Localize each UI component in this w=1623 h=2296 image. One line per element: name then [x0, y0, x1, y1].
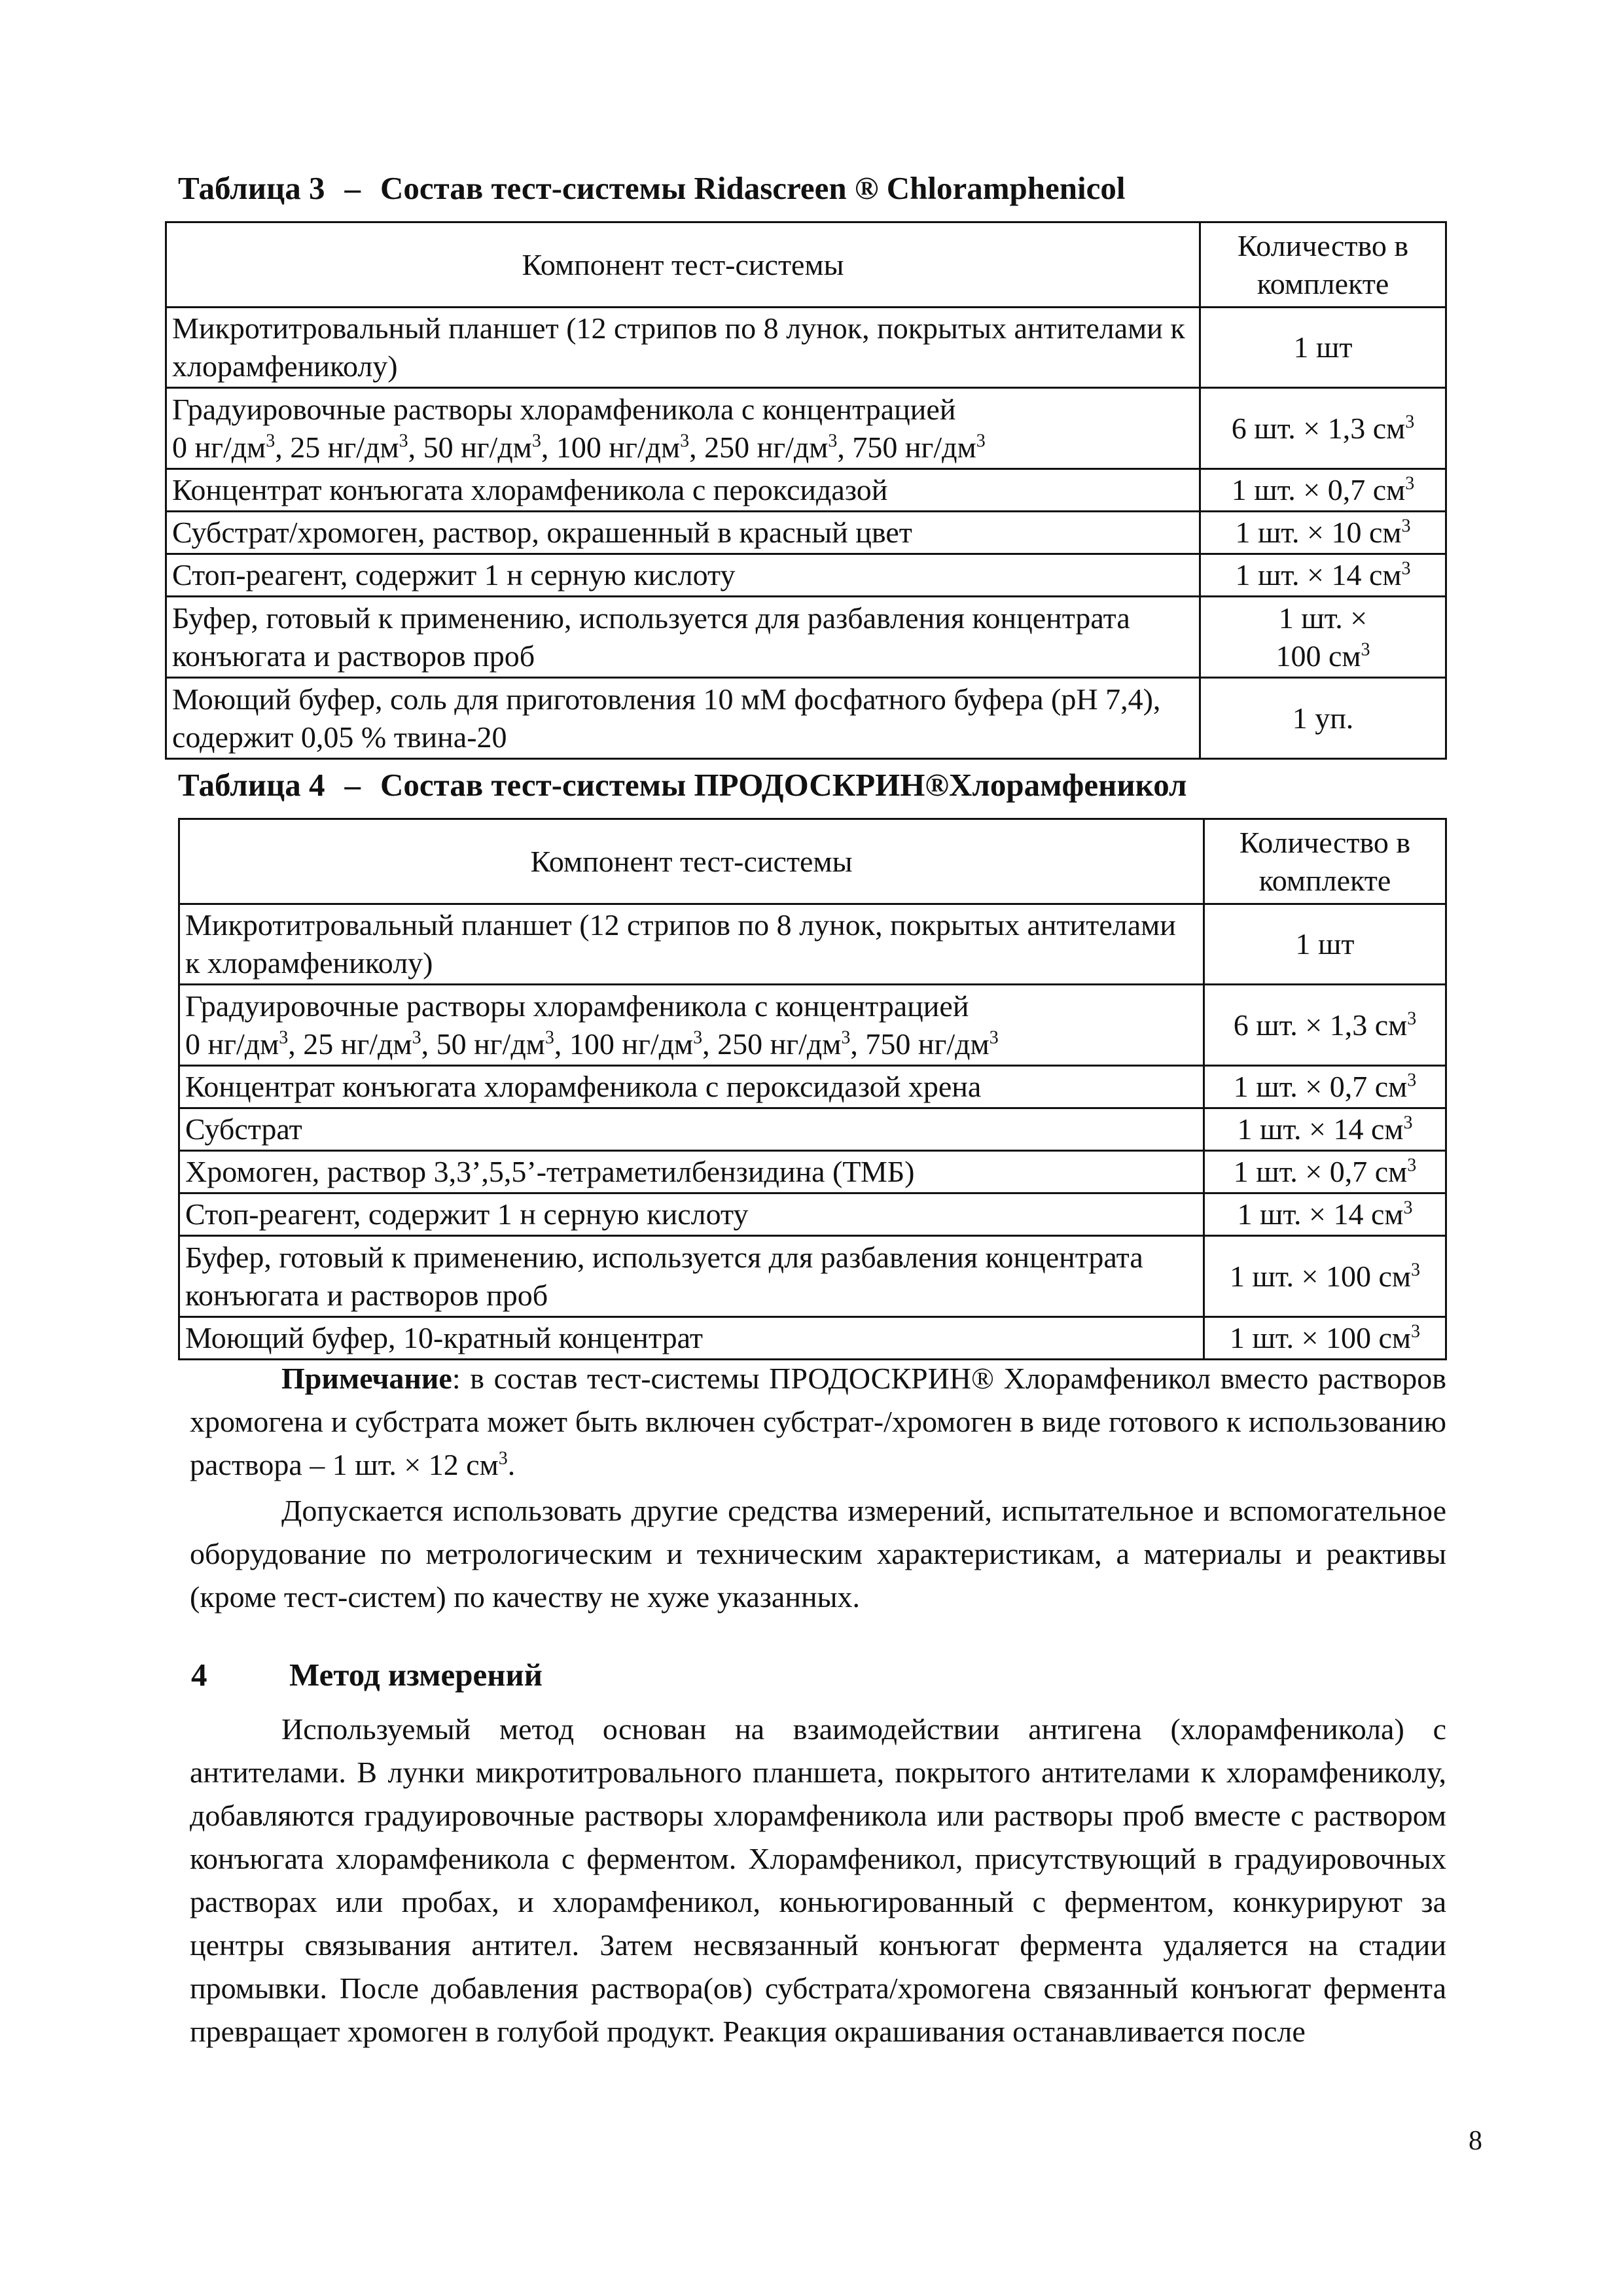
table3-caption-label: Таблица 3 [178, 170, 325, 206]
sup: 3 [1405, 473, 1415, 494]
table3-row5-quantity [1200, 554, 1446, 597]
table-row [166, 554, 1446, 597]
table4 [178, 818, 1447, 1360]
table3-header-quantity: Количество в комплекте [1200, 222, 1446, 308]
qty-text-b: 100 см [1275, 639, 1361, 673]
table4-row8-component: Моющий буфер, 10-кратный концентрат [179, 1317, 1204, 1360]
note-end: . [507, 1448, 516, 1481]
table4-row7-component: Буфер, готовый к применению, используется для разбавления концентрата конъюгата и растворов проб [179, 1236, 1204, 1317]
table4-row5-component: Хромоген, раствор 3,3’,5,5’-тетраметилбензидина (ТМБ) [179, 1151, 1204, 1193]
table3-row7-quantity: 1 уп. [1200, 678, 1446, 759]
qty-text: 1 шт. × 10 см [1235, 516, 1402, 549]
sup: 3 [841, 1027, 851, 1048]
table4-row3-quantity [1204, 1066, 1446, 1108]
qty-text: 1 шт. × 14 см [1237, 1197, 1404, 1231]
table-row [179, 1193, 1446, 1236]
sup: 3 [976, 431, 986, 451]
conc-750: 750 нг/дм [852, 430, 976, 464]
conc-100: 100 нг/дм [569, 1027, 694, 1061]
table3-row5-component: Стоп-реагент, содержит 1 н серную кислоту [166, 554, 1200, 597]
table4-caption [178, 766, 1187, 805]
sup: 3 [1407, 1008, 1417, 1029]
table4-row1-component: Микротитровальный планшет (12 стрипов по 8 лунок, покрытых антителами к хлорамфениколу) [179, 904, 1204, 985]
table-row [166, 388, 1446, 469]
qty-text: 1 шт. × 0,7 см [1233, 1155, 1408, 1188]
sup: 3 [828, 431, 838, 451]
table4-row7-quantity [1204, 1236, 1446, 1317]
sup: 3 [1401, 516, 1411, 537]
table3-caption [178, 169, 1126, 208]
table-row [166, 469, 1446, 512]
table4-row4-component: Субстрат [179, 1108, 1204, 1151]
table3-row3-quantity [1200, 469, 1446, 512]
table-row [179, 1236, 1446, 1317]
section-heading [191, 1655, 543, 1695]
conc-750: 750 нг/дм [865, 1027, 990, 1061]
table4-row4-quantity [1204, 1108, 1446, 1151]
sup: 3 [1405, 412, 1415, 433]
qty-text: 6 шт. × 1,3 см [1231, 411, 1406, 445]
table3-row4-quantity [1200, 512, 1446, 554]
sup: 3 [680, 431, 690, 451]
section-number: 4 [191, 1657, 207, 1693]
table3-header-component: Компонент тест-системы [166, 222, 1200, 308]
conc-250: 250 нг/дм [717, 1027, 842, 1061]
table-row [179, 985, 1446, 1066]
conc-0: 0 нг/дм [185, 1027, 279, 1061]
conc-0: 0 нг/дм [172, 430, 266, 464]
table-row [166, 597, 1446, 678]
note-label: Примечание [281, 1362, 452, 1395]
table-row [179, 1151, 1446, 1193]
table3-row4-component: Субстрат/хромоген, раствор, окрашенный в красный цвет [166, 512, 1200, 554]
conc-250: 250 нг/дм [704, 430, 829, 464]
table-row [179, 1317, 1446, 1360]
qty-text: 1 шт. × 0,7 см [1231, 473, 1406, 506]
table3-row6-component: Буфер, готовый к применению, используется для разбавления концентрата конъюгата и растворов проб [166, 597, 1200, 678]
conc-25: 25 нг/дм [290, 430, 399, 464]
table4-caption-dash: – [344, 767, 361, 803]
sup: 3 [1411, 1321, 1421, 1342]
method-paragraph: Используемый метод основан на взаимодействии антигена (хлорамфеникола) с антителами. В лунки микротитровального планшета, покрытого антителами к хлорамфениколу, добавляются градуировочные растворы хлорамфеникола или растворы проб вместе с раствором конъюгата хлорамфеникола с ферментом. Хлорамфеникол, присутствующий в градуировочных растворах или пробах, и хлорамфеникол, коньюгированный с ферментом, конкурируют за центры связывания антител. Затем несвязанный конъюгат фермента удаляется на стадии промывки. После добавления раствора(ов) субстрата/хромогена связанный конъюгат фермента превращает хромоген в голубой продукт. Реакция окрашивания останавливается после [190, 1712, 1446, 2048]
table4-row6-quantity [1204, 1193, 1446, 1236]
allowed-paragraph: Допускается использовать другие средства измерений, испытательное и вспомогательное оборудование по метрологическим и техническим характеристикам, а материалы и реактивы (кроме тест-систем) по качеству не хуже указанных. [190, 1494, 1446, 1614]
table3-row2-component: Градуировочные растворы хлорамфеникола с концентрацией 0 $нг/дм^3$, 25 $нг/дм^3$, 50 $нг/дм^3$, 100 $нг/дм^3$, 250 $нг/дм^3$, 750 $нг/дм^3$ [166, 388, 1200, 469]
sup: 3 [1361, 639, 1370, 660]
table3-row1-component: Микротитровальный планшет (12 стрипов по 8 лунок, покрытых антителами к хлорамфениколу) [166, 308, 1200, 388]
table4-caption-title: Состав тест-системы ПРОДОСКРИН®Хлорамфеникол [380, 767, 1187, 803]
sup: 3 [531, 431, 541, 451]
table3-row1-quantity: 1 шт [1200, 308, 1446, 388]
table4-row2-component-a: Градуировочные растворы хлорамфеникола с концентрацией [185, 989, 969, 1023]
conc-100: 100 нг/дм [556, 430, 681, 464]
table4-header-component: Компонент тест-системы [179, 819, 1204, 904]
table4-row2-quantity [1204, 985, 1446, 1066]
table-row [179, 904, 1446, 985]
table-row [179, 1108, 1446, 1151]
sup: 3 [399, 431, 408, 451]
page-number: 8 [1469, 2126, 1482, 2156]
conc-50: 50 нг/дм [423, 430, 532, 464]
section-title: Метод измерений [289, 1657, 543, 1693]
table-row [166, 678, 1446, 759]
table4-header-row [179, 819, 1446, 904]
qty-text-a: 1 шт. × [1278, 601, 1368, 635]
sup: 3 [1407, 1155, 1417, 1176]
table3-row2-component-a: Градуировочные растворы хлорамфеникола с концентрацией [172, 392, 956, 426]
table4-header-quantity: Количество в комплекте [1204, 819, 1446, 904]
sup: 3 [498, 1448, 508, 1469]
table3-header-row [166, 222, 1446, 308]
sup: 3 [1411, 1260, 1421, 1280]
sup: 3 [1401, 558, 1411, 579]
qty-text: 1 шт. × 100 см [1229, 1259, 1412, 1293]
table-row [166, 512, 1446, 554]
table4-row6-component: Стоп-реагент, содержит 1 н серную кислоту [179, 1193, 1204, 1236]
sup: 3 [693, 1027, 703, 1048]
note-text: : в состав тест-системы ПРОДОСКРИН® Хлорамфеникол вместо растворов хромогена и субстрата может быть включен субстрат-/хромоген в виде готового к использованию раствора – 1 шт. × 12 см [190, 1362, 1446, 1481]
sup: 3 [989, 1027, 999, 1048]
table4-row3-component: Концентрат конъюгата хлорамфеникола с пероксидазой хрена [179, 1066, 1204, 1108]
conc-25: 25 нг/дм [303, 1027, 412, 1061]
table3-row6-quantity [1200, 597, 1446, 678]
qty-text: 1 шт. × 0,7 см [1233, 1070, 1408, 1103]
table4-row1-quantity: 1 шт [1204, 904, 1446, 985]
table3-caption-dash: – [344, 170, 361, 206]
qty-text: 1 шт. × 100 см [1229, 1321, 1412, 1354]
sup: 3 [1407, 1070, 1417, 1091]
table-row [179, 1066, 1446, 1108]
table3-row3-component: Концентрат конъюгата хлорамфеникола с пероксидазой [166, 469, 1200, 512]
table4-row8-quantity [1204, 1317, 1446, 1360]
sup: 3 [1403, 1112, 1413, 1133]
note-paragraph [190, 1357, 1446, 1487]
conc-50: 50 нг/дм [436, 1027, 545, 1061]
table-row [166, 308, 1446, 388]
table4-caption-label: Таблица 4 [178, 767, 325, 803]
table3-caption-title: Состав тест-системы Ridascreen ® Chloramphenicol [380, 170, 1126, 206]
sup: 3 [1403, 1197, 1413, 1218]
table3-row7-component: Моющий буфер, соль для приготовления 10 мМ фосфатного буфера (рН 7,4), содержит 0,05 % твина-20 [166, 678, 1200, 759]
sup: 3 [279, 1027, 289, 1048]
qty-text: 1 шт. × 14 см [1235, 558, 1402, 592]
qty-text: 1 шт. × 14 см [1237, 1112, 1404, 1146]
sup: 3 [544, 1027, 554, 1048]
sup: 3 [266, 431, 276, 451]
table4-row5-quantity [1204, 1151, 1446, 1193]
table4-row2-component: Градуировочные растворы хлорамфеникола с концентрацией 0 $нг/дм^3$, 25 $нг/дм^3$, 50 $нг/дм^3$, 100 $нг/дм^3$, 250 $нг/дм^3$, 750 $нг/дм^3$ [179, 985, 1204, 1066]
qty-text: 6 шт. × 1,3 см [1233, 1008, 1408, 1042]
sup: 3 [412, 1027, 421, 1048]
table3 [165, 221, 1447, 760]
table3-row2-quantity [1200, 388, 1446, 469]
